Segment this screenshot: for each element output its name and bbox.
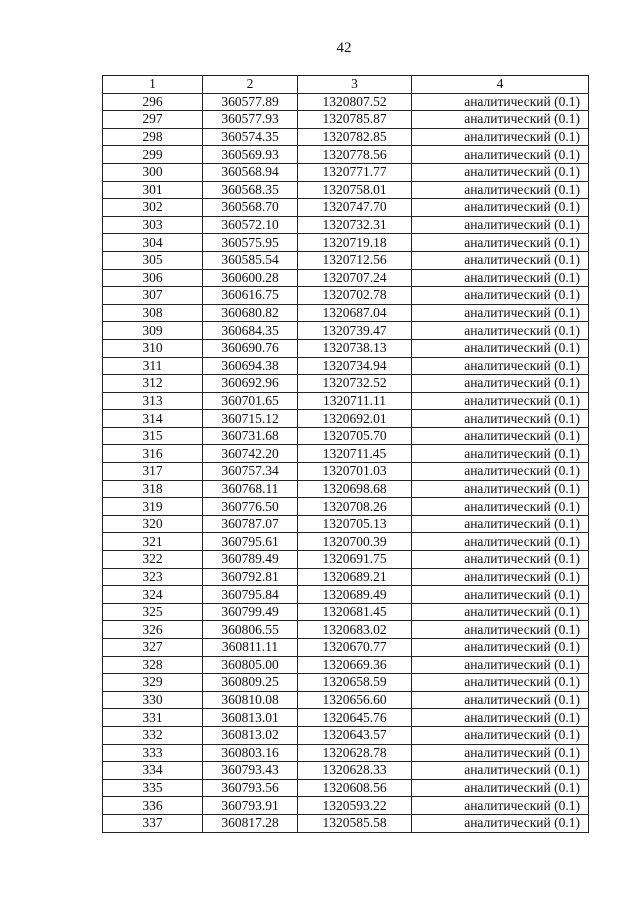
- table-row: [103, 551, 589, 569]
- cell-y-coordinate: 1320719.18: [298, 234, 412, 252]
- cell-point-number: 302: [103, 199, 203, 217]
- table-row: [103, 216, 589, 234]
- cell-y-coordinate: 1320708.26: [298, 498, 412, 516]
- cell-y-coordinate: 1320712.56: [298, 251, 412, 269]
- cell-point-number: 337: [103, 814, 203, 832]
- table-row: [103, 656, 589, 674]
- cell-point-number: 305: [103, 251, 203, 269]
- cell-point-number: 314: [103, 410, 203, 428]
- cell-y-coordinate: 1320807.52: [298, 93, 412, 111]
- table-row: [103, 480, 589, 498]
- cell-point-number: 304: [103, 234, 203, 252]
- cell-method: аналитический (0.1): [412, 463, 589, 481]
- table-row: [103, 304, 589, 322]
- cell-x-coordinate: 360789.49: [203, 551, 298, 569]
- cell-x-coordinate: 360568.35: [203, 181, 298, 199]
- cell-y-coordinate: 1320593.22: [298, 797, 412, 815]
- header-row: [103, 76, 589, 94]
- cell-x-coordinate: 360692.96: [203, 375, 298, 393]
- table-row: [103, 375, 589, 393]
- cell-point-number: 320: [103, 515, 203, 533]
- cell-point-number: 327: [103, 639, 203, 657]
- table-row: [103, 410, 589, 428]
- coordinates-table: [102, 75, 589, 833]
- cell-method: аналитический (0.1): [412, 586, 589, 604]
- cell-method: аналитический (0.1): [412, 762, 589, 780]
- cell-y-coordinate: 1320683.02: [298, 621, 412, 639]
- cell-method: аналитический (0.1): [412, 639, 589, 657]
- cell-point-number: 310: [103, 339, 203, 357]
- cell-point-number: 297: [103, 111, 203, 129]
- cell-y-coordinate: 1320732.52: [298, 375, 412, 393]
- cell-point-number: 336: [103, 797, 203, 815]
- cell-method: аналитический (0.1): [412, 427, 589, 445]
- cell-point-number: 312: [103, 375, 203, 393]
- cell-x-coordinate: 360810.08: [203, 691, 298, 709]
- cell-method: аналитический (0.1): [412, 515, 589, 533]
- table-row: [103, 234, 589, 252]
- cell-point-number: 329: [103, 674, 203, 692]
- cell-x-coordinate: 360805.00: [203, 656, 298, 674]
- table-row: [103, 639, 589, 657]
- cell-x-coordinate: 360577.93: [203, 111, 298, 129]
- cell-point-number: 317: [103, 463, 203, 481]
- cell-point-number: 303: [103, 216, 203, 234]
- table-row: [103, 322, 589, 340]
- table-row: [103, 463, 589, 481]
- table-row: [103, 111, 589, 129]
- cell-y-coordinate: 1320771.77: [298, 163, 412, 181]
- cell-x-coordinate: 360684.35: [203, 322, 298, 340]
- table-row: [103, 515, 589, 533]
- cell-method: аналитический (0.1): [412, 744, 589, 762]
- cell-method: аналитический (0.1): [412, 357, 589, 375]
- cell-y-coordinate: 1320681.45: [298, 603, 412, 621]
- cell-method: аналитический (0.1): [412, 709, 589, 727]
- cell-point-number: 300: [103, 163, 203, 181]
- cell-x-coordinate: 360569.93: [203, 146, 298, 164]
- cell-point-number: 308: [103, 304, 203, 322]
- cell-x-coordinate: 360577.89: [203, 93, 298, 111]
- cell-method: аналитический (0.1): [412, 814, 589, 832]
- cell-method: аналитический (0.1): [412, 691, 589, 709]
- cell-point-number: 301: [103, 181, 203, 199]
- cell-point-number: 298: [103, 128, 203, 146]
- cell-y-coordinate: 1320747.70: [298, 199, 412, 217]
- table-row: [103, 709, 589, 727]
- cell-method: аналитический (0.1): [412, 551, 589, 569]
- cell-x-coordinate: 360701.65: [203, 392, 298, 410]
- cell-point-number: 328: [103, 656, 203, 674]
- cell-x-coordinate: 360809.25: [203, 674, 298, 692]
- cell-point-number: 323: [103, 568, 203, 586]
- cell-method: аналитический (0.1): [412, 568, 589, 586]
- cell-x-coordinate: 360813.02: [203, 726, 298, 744]
- cell-x-coordinate: 360795.61: [203, 533, 298, 551]
- cell-y-coordinate: 1320705.70: [298, 427, 412, 445]
- cell-point-number: 321: [103, 533, 203, 551]
- cell-x-coordinate: 360793.43: [203, 762, 298, 780]
- cell-y-coordinate: 1320782.85: [298, 128, 412, 146]
- cell-method: аналитический (0.1): [412, 674, 589, 692]
- table-body: [103, 93, 589, 832]
- cell-method: аналитический (0.1): [412, 392, 589, 410]
- table-row: [103, 603, 589, 621]
- cell-y-coordinate: 1320738.13: [298, 339, 412, 357]
- cell-point-number: 333: [103, 744, 203, 762]
- cell-method: аналитический (0.1): [412, 251, 589, 269]
- cell-y-coordinate: 1320734.94: [298, 357, 412, 375]
- cell-method: аналитический (0.1): [412, 304, 589, 322]
- cell-x-coordinate: 360572.10: [203, 216, 298, 234]
- cell-method: аналитический (0.1): [412, 533, 589, 551]
- table-row: [103, 287, 589, 305]
- cell-y-coordinate: 1320670.77: [298, 639, 412, 657]
- cell-point-number: 306: [103, 269, 203, 287]
- cell-y-coordinate: 1320669.36: [298, 656, 412, 674]
- cell-x-coordinate: 360799.49: [203, 603, 298, 621]
- cell-x-coordinate: 360757.34: [203, 463, 298, 481]
- cell-x-coordinate: 360575.95: [203, 234, 298, 252]
- table-row: [103, 674, 589, 692]
- cell-point-number: 335: [103, 779, 203, 797]
- cell-y-coordinate: 1320643.57: [298, 726, 412, 744]
- table-row: [103, 762, 589, 780]
- cell-y-coordinate: 1320689.21: [298, 568, 412, 586]
- table-row: [103, 181, 589, 199]
- cell-method: аналитический (0.1): [412, 163, 589, 181]
- cell-y-coordinate: 1320739.47: [298, 322, 412, 340]
- cell-method: аналитический (0.1): [412, 146, 589, 164]
- cell-x-coordinate: 360806.55: [203, 621, 298, 639]
- cell-method: аналитический (0.1): [412, 480, 589, 498]
- table-row: [103, 814, 589, 832]
- cell-point-number: 299: [103, 146, 203, 164]
- table-row: [103, 779, 589, 797]
- table-row: [103, 357, 589, 375]
- table-header: [103, 76, 589, 94]
- table-row: [103, 797, 589, 815]
- cell-point-number: 315: [103, 427, 203, 445]
- cell-x-coordinate: 360813.01: [203, 709, 298, 727]
- cell-method: аналитический (0.1): [412, 410, 589, 428]
- cell-y-coordinate: 1320711.11: [298, 392, 412, 410]
- column-header-y: 3: [298, 76, 412, 94]
- table-row: [103, 251, 589, 269]
- cell-x-coordinate: 360568.94: [203, 163, 298, 181]
- table-row: [103, 128, 589, 146]
- cell-method: аналитический (0.1): [412, 234, 589, 252]
- table-row: [103, 163, 589, 181]
- cell-x-coordinate: 360694.38: [203, 357, 298, 375]
- cell-method: аналитический (0.1): [412, 111, 589, 129]
- cell-x-coordinate: 360792.81: [203, 568, 298, 586]
- cell-x-coordinate: 360817.28: [203, 814, 298, 832]
- cell-point-number: 330: [103, 691, 203, 709]
- cell-point-number: 309: [103, 322, 203, 340]
- cell-y-coordinate: 1320785.87: [298, 111, 412, 129]
- column-header-x: 2: [203, 76, 298, 94]
- cell-method: аналитический (0.1): [412, 779, 589, 797]
- table-row: [103, 392, 589, 410]
- cell-point-number: 324: [103, 586, 203, 604]
- table-row: [103, 445, 589, 463]
- table-row: [103, 621, 589, 639]
- cell-y-coordinate: 1320711.45: [298, 445, 412, 463]
- cell-x-coordinate: 360680.82: [203, 304, 298, 322]
- cell-y-coordinate: 1320700.39: [298, 533, 412, 551]
- cell-y-coordinate: 1320701.03: [298, 463, 412, 481]
- cell-x-coordinate: 360787.07: [203, 515, 298, 533]
- cell-x-coordinate: 360574.35: [203, 128, 298, 146]
- cell-x-coordinate: 360811.11: [203, 639, 298, 657]
- cell-method: аналитический (0.1): [412, 269, 589, 287]
- table-row: [103, 93, 589, 111]
- cell-method: аналитический (0.1): [412, 93, 589, 111]
- cell-method: аналитический (0.1): [412, 498, 589, 516]
- table-row: [103, 427, 589, 445]
- cell-method: аналитический (0.1): [412, 199, 589, 217]
- cell-method: аналитический (0.1): [412, 621, 589, 639]
- cell-method: аналитический (0.1): [412, 287, 589, 305]
- cell-y-coordinate: 1320656.60: [298, 691, 412, 709]
- cell-y-coordinate: 1320691.75: [298, 551, 412, 569]
- cell-point-number: 313: [103, 392, 203, 410]
- cell-x-coordinate: 360793.56: [203, 779, 298, 797]
- cell-point-number: 319: [103, 498, 203, 516]
- cell-y-coordinate: 1320698.68: [298, 480, 412, 498]
- cell-y-coordinate: 1320705.13: [298, 515, 412, 533]
- cell-x-coordinate: 360585.54: [203, 251, 298, 269]
- cell-y-coordinate: 1320758.01: [298, 181, 412, 199]
- table-row: [103, 498, 589, 516]
- cell-y-coordinate: 1320689.49: [298, 586, 412, 604]
- table-row: [103, 269, 589, 287]
- cell-point-number: 311: [103, 357, 203, 375]
- cell-point-number: 334: [103, 762, 203, 780]
- cell-method: аналитический (0.1): [412, 797, 589, 815]
- cell-x-coordinate: 360776.50: [203, 498, 298, 516]
- table-row: [103, 744, 589, 762]
- cell-x-coordinate: 360731.68: [203, 427, 298, 445]
- cell-point-number: 316: [103, 445, 203, 463]
- cell-y-coordinate: 1320628.33: [298, 762, 412, 780]
- cell-method: аналитический (0.1): [412, 445, 589, 463]
- cell-y-coordinate: 1320707.24: [298, 269, 412, 287]
- cell-point-number: 325: [103, 603, 203, 621]
- cell-x-coordinate: 360742.20: [203, 445, 298, 463]
- cell-method: аналитический (0.1): [412, 181, 589, 199]
- cell-method: аналитический (0.1): [412, 216, 589, 234]
- cell-x-coordinate: 360793.91: [203, 797, 298, 815]
- table-row: [103, 691, 589, 709]
- page-number: 42: [336, 40, 352, 56]
- cell-method: аналитический (0.1): [412, 726, 589, 744]
- cell-y-coordinate: 1320628.78: [298, 744, 412, 762]
- cell-y-coordinate: 1320687.04: [298, 304, 412, 322]
- cell-point-number: 318: [103, 480, 203, 498]
- cell-x-coordinate: 360803.16: [203, 744, 298, 762]
- cell-point-number: 307: [103, 287, 203, 305]
- cell-point-number: 331: [103, 709, 203, 727]
- cell-x-coordinate: 360795.84: [203, 586, 298, 604]
- table-row: [103, 726, 589, 744]
- cell-x-coordinate: 360568.70: [203, 199, 298, 217]
- cell-method: аналитический (0.1): [412, 656, 589, 674]
- cell-method: аналитический (0.1): [412, 322, 589, 340]
- cell-y-coordinate: 1320608.56: [298, 779, 412, 797]
- cell-point-number: 296: [103, 93, 203, 111]
- cell-method: аналитический (0.1): [412, 339, 589, 357]
- cell-y-coordinate: 1320692.01: [298, 410, 412, 428]
- cell-method: аналитический (0.1): [412, 128, 589, 146]
- cell-x-coordinate: 360616.75: [203, 287, 298, 305]
- cell-method: аналитический (0.1): [412, 603, 589, 621]
- cell-y-coordinate: 1320645.76: [298, 709, 412, 727]
- cell-x-coordinate: 360690.76: [203, 339, 298, 357]
- cell-point-number: 322: [103, 551, 203, 569]
- table-row: [103, 199, 589, 217]
- table-row: [103, 533, 589, 551]
- cell-x-coordinate: 360715.12: [203, 410, 298, 428]
- table-row: [103, 568, 589, 586]
- table-row: [103, 586, 589, 604]
- column-header-point-number: 1: [103, 76, 203, 94]
- cell-x-coordinate: 360600.28: [203, 269, 298, 287]
- cell-x-coordinate: 360768.11: [203, 480, 298, 498]
- cell-point-number: 332: [103, 726, 203, 744]
- table-row: [103, 339, 589, 357]
- cell-y-coordinate: 1320658.59: [298, 674, 412, 692]
- table-row: [103, 146, 589, 164]
- cell-method: аналитический (0.1): [412, 375, 589, 393]
- cell-y-coordinate: 1320778.56: [298, 146, 412, 164]
- cell-y-coordinate: 1320732.31: [298, 216, 412, 234]
- column-header-method: 4: [412, 76, 589, 94]
- cell-y-coordinate: 1320585.58: [298, 814, 412, 832]
- cell-point-number: 326: [103, 621, 203, 639]
- cell-y-coordinate: 1320702.78: [298, 287, 412, 305]
